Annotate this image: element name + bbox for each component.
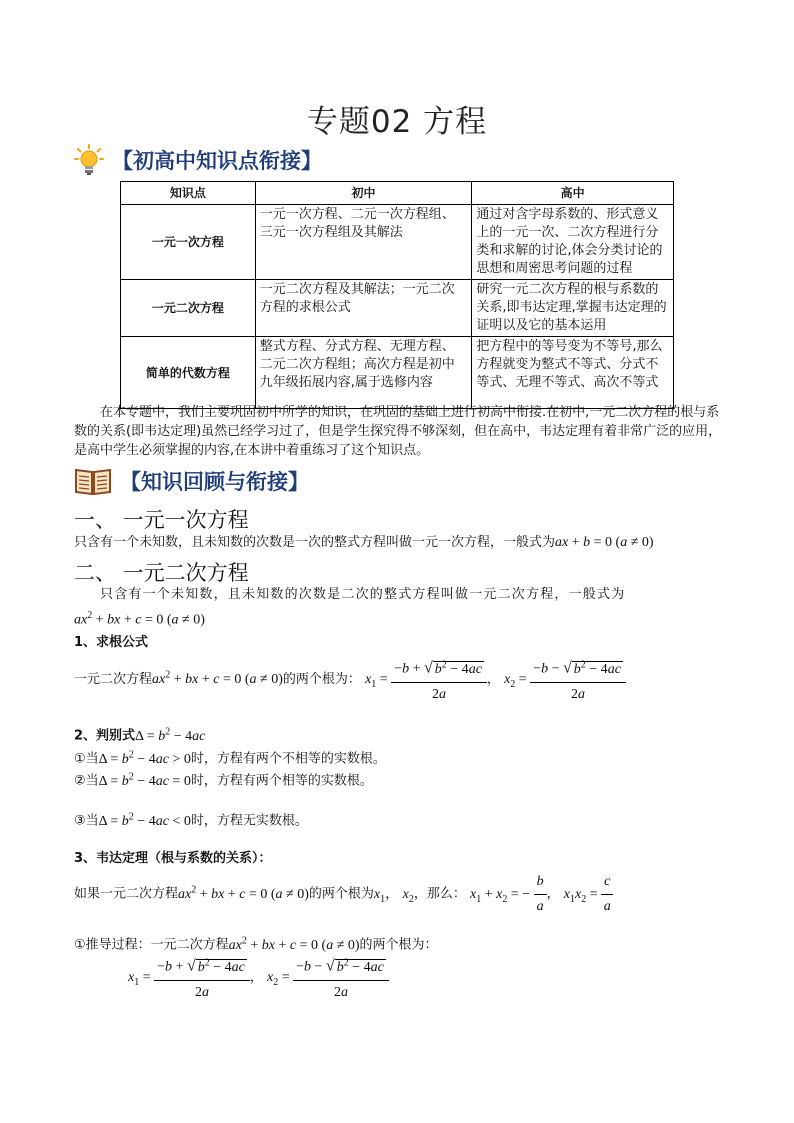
root-x2: $x_2$ = $\frac{-b - √ b^2 - 4ac}{2a}$ bbox=[504, 672, 626, 687]
section-heading: 【初高中知识点衔接】 bbox=[112, 149, 322, 173]
knowledge-table bbox=[120, 181, 674, 409]
vieta-proof-intro: ①推导过程：一元二次方程$ax^2$ + bx + c = 0 (a ≠ 0)的两个根为： bbox=[74, 935, 438, 953]
lightbulb-icon bbox=[74, 144, 104, 176]
part2-definition: 只含有一个未知数，且未知数的次数是二次的整式方程叫做一元二次方程，一般式为 bbox=[100, 587, 626, 602]
root-formula-heading: 1、求根公式 bbox=[74, 635, 149, 650]
table-row bbox=[121, 337, 674, 409]
root-x1: $x_1$ = $\frac{-b + √ b^2 - 4ac}{2a}$ bbox=[128, 970, 250, 985]
header-junior: 初中 bbox=[255, 182, 472, 205]
part1-definition: 只含有一个未知数，且未知数的次数是一次的整式方程叫做一元一次方程，一般式为 bbox=[74, 535, 556, 550]
vieta-statement: 如果一元二次方程$ax^2$ + bx + c = 0 (a ≠ 0)的两个根为$x_1$， $x_2$，那么： $x_1 + x_2$ = − $\frac{b}{a}$ ， $x_1x_2$ = $\frac{c}{a}$ bbox=[74, 872, 613, 917]
row-senior: 研究一元二次方程的根与系数的关系,即韦达定理,掌握韦达定理的证明以及它的基本运用 bbox=[472, 280, 674, 337]
case-prefix: ③当 bbox=[74, 813, 99, 829]
table-header-row bbox=[121, 182, 674, 205]
root-formula-text: 一元二次方程 bbox=[74, 672, 153, 688]
section-heading: 【知识回顾与衔接】 bbox=[120, 470, 309, 494]
vieta-product: $x_1x_2$ = $\frac{c}{a}$ bbox=[564, 887, 614, 902]
vieta-text3: ，那么： bbox=[413, 886, 466, 902]
row-junior: 整式方程、分式方程、无理方程、二元二次方程组；高次方程是初中九年级拓展内容,属于选修内容 bbox=[255, 337, 472, 409]
discriminant-case-3: ③当$\Delta = b^2 - 4ac < 0$时，方程无实数根。 bbox=[74, 811, 308, 829]
table-row bbox=[121, 280, 674, 337]
row-senior: 把方程中的等号变为不等号,那么方程就变为整式不等式、分式不等式、无理不等式、高次不等式 bbox=[472, 337, 674, 409]
vieta-proof-roots: $x_1$ = $\frac{-b + √ b^2 - 4ac}{2a}$ ， $x_2$ = $\frac{-b - √ b^2 - 4ac}{2a}$ bbox=[128, 953, 389, 1003]
row-junior: 一元一次方程、二元一次方程组、三元一次方程组及其解法 bbox=[255, 205, 472, 280]
vieta-text2: 的两个根为 bbox=[308, 886, 374, 902]
vieta-sum: $x_1 + x_2$ = − $\frac{b}{a}$ bbox=[470, 887, 547, 902]
section-knowledge-review bbox=[74, 466, 309, 496]
quadratic-general-form: $ax^2$ + bx + c = 0 (a ≠ 0) bbox=[74, 610, 205, 628]
page-title: 专题02 方程 bbox=[306, 104, 488, 140]
row-topic: 一元一次方程 bbox=[121, 205, 256, 280]
linear-general-form: ax + b = 0 (a ≠ 0) bbox=[555, 535, 654, 550]
root-formula-line bbox=[74, 655, 626, 705]
part2-heading: 二、 一元二次方程 bbox=[74, 561, 249, 585]
case-text: 时，方程无实数根。 bbox=[190, 813, 308, 829]
row-junior: 一元二次方程及其解法；一元二次方程的求根公式 bbox=[255, 280, 472, 337]
vieta-heading: 3、韦达定理（根与系数的关系）： bbox=[74, 851, 272, 866]
root-x1: $x_1$ = $\frac{-b + √ b^2 - 4ac}{2a}$ bbox=[365, 672, 487, 687]
case-text: 时，方程有两个不相等的实数根。 bbox=[190, 751, 386, 767]
discriminant-case-2: ②当$\Delta = b^2 - 4ac = 0$时，方程有两个相等的实数根。 bbox=[74, 771, 373, 789]
proof-text1: ①推导过程：一元二次方程 bbox=[74, 937, 229, 953]
case-prefix: ①当 bbox=[74, 751, 99, 767]
part1-text bbox=[74, 533, 654, 553]
row-topic: 一元二次方程 bbox=[121, 280, 256, 337]
table-row bbox=[121, 205, 674, 280]
case-text: 时，方程有两个相等的实数根。 bbox=[190, 773, 373, 789]
root-x2: $x_2$ = $\frac{-b - √ b^2 - 4ac}{2a}$ bbox=[267, 970, 389, 985]
vieta-text1: 如果一元二次方程 bbox=[74, 886, 179, 902]
separator: ， bbox=[486, 672, 500, 688]
proof-text2: 的两个根为： bbox=[359, 937, 438, 953]
quadratic-equation: $ax^2$ + bx + c = 0 (a ≠ 0) bbox=[152, 669, 283, 688]
section-knowledge-link bbox=[74, 144, 322, 176]
intro-paragraph: 在本专题中，我们主要巩固初中所学的知识，在巩固的基础上进行初高中衔接.在初中,一元二次方程的根与系数的关系(即韦达定理)虽然已经学习过了，但是学生探究得不够深刻，但在高中，韦达定理有着非常广泛的应用，是高中学生必须掌握的内容,在本讲中着重练习了这个知识点。 bbox=[74, 405, 722, 458]
discriminant-heading: 2、判别式$\Delta = b^2 - 4ac$ bbox=[74, 726, 206, 744]
case-prefix: ②当 bbox=[74, 773, 99, 789]
row-topic: 简单的代数方程 bbox=[121, 337, 256, 409]
open-book-icon bbox=[74, 466, 112, 496]
header-topic: 知识点 bbox=[121, 182, 256, 205]
discriminant-case-1: ①当$\Delta = b^2 - 4ac > 0$时，方程有两个不相等的实数根。 bbox=[74, 749, 386, 767]
part1-heading: 一、 一元一次方程 bbox=[74, 508, 249, 532]
discriminant-label: 2、判别式 bbox=[74, 728, 136, 744]
header-senior: 高中 bbox=[472, 182, 674, 205]
root-formula-text2: 的两个根为： bbox=[282, 672, 361, 688]
row-senior: 通过对含字母系数的、形式意义上的一元一次、二次方程进行分类和求解的讨论,体会分类讨论的思想和周密思考问题的过程 bbox=[472, 205, 674, 280]
